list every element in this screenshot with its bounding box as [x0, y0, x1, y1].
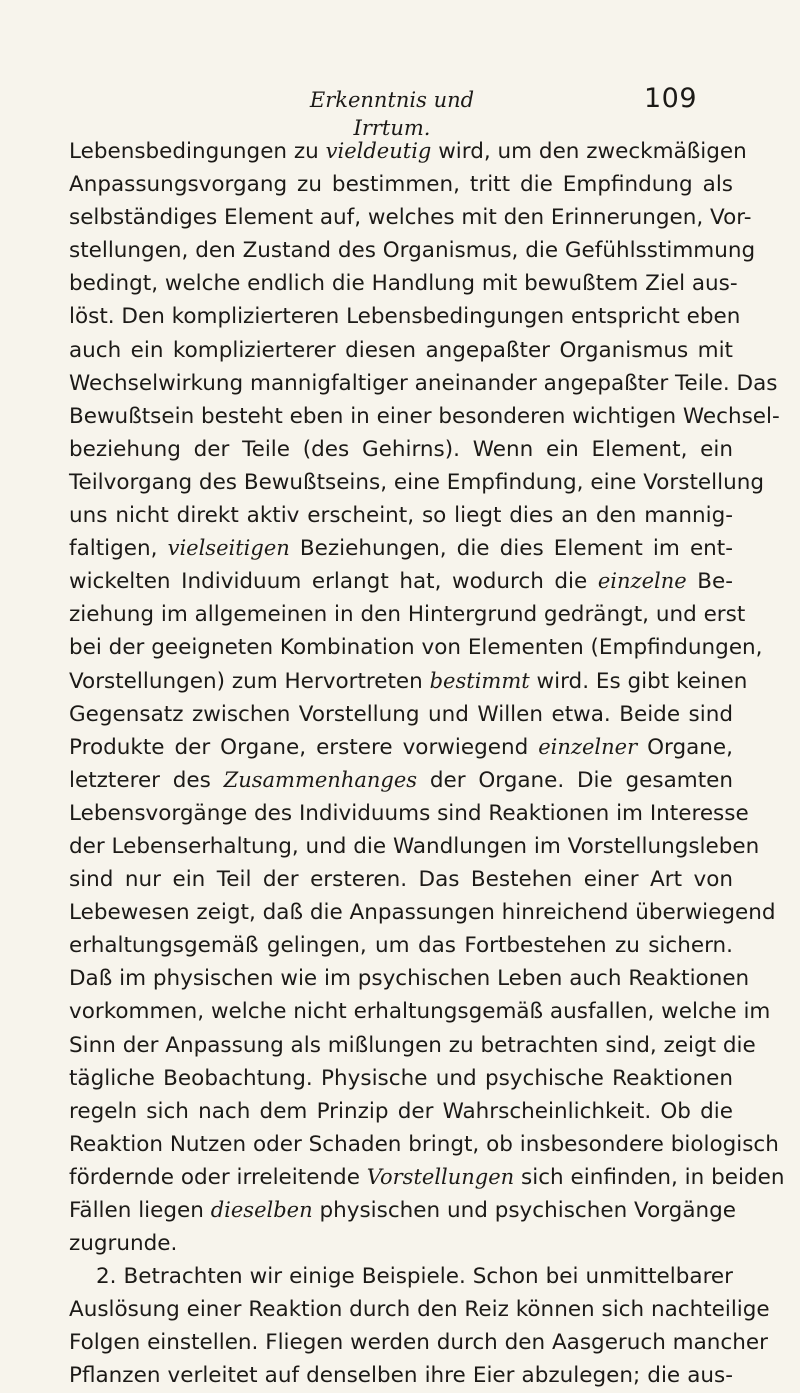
text-run: fördernde oder irreleitende: [69, 1164, 367, 1190]
text-run: selbständiges Element auf, welches mit den Erinnerungen, Vor-: [69, 205, 752, 231]
emphasized-word: dieselben: [210, 1198, 313, 1222]
text-run: Daß im physischen wie im psychischen Leben auch Reaktionen: [69, 966, 750, 992]
text-line: [69, 234, 756, 267]
text-line: [69, 1128, 779, 1161]
text-line: [69, 1293, 770, 1326]
text-line: [69, 1161, 785, 1194]
text-run: Sinn der Anpassung als mißlungen zu betrachten sind, zeigt die: [69, 1032, 756, 1058]
text-run: Gegensatz zwischen Vorstellung und Willen etwa. Beide sind: [69, 701, 733, 727]
text-line: [69, 499, 733, 532]
text-line: [69, 201, 752, 234]
emphasized-word: vieldeutig: [325, 139, 432, 163]
text-run: Teilvorgang des Bewußtseins, eine Empfindung, eine Vorstellung: [69, 469, 764, 495]
text-line: [69, 797, 749, 830]
text-line: [69, 1260, 733, 1293]
text-line: [69, 1095, 733, 1128]
text-run: Lebewesen zeigt, daß die Anpassungen hinreichend überwiegend: [69, 900, 776, 926]
text-run: faltigen,: [69, 536, 168, 562]
text-run: Fällen liegen: [69, 1198, 211, 1223]
text-line: [69, 1062, 733, 1095]
text-line: [69, 863, 733, 896]
text-line: [69, 565, 733, 598]
page-number: 109: [644, 83, 698, 114]
text-line: [69, 334, 733, 367]
running-title: Erkenntnis und Irrtum.: [309, 88, 475, 140]
text-run: der Organe. Die gesamten: [417, 767, 733, 793]
text-run: wickelten Individuum erlangt hat, wodurch die: [69, 569, 598, 595]
text-run: Lebensvorgänge des Individuums sind Reaktionen im Interesse: [69, 800, 749, 826]
text-line: [69, 896, 776, 929]
text-run: uns nicht direkt aktiv erscheint, so liegt dies an den mannig-: [69, 503, 733, 529]
text-run: regeln sich nach dem Prinzip der Wahrscheinlichkeit. Ob die: [69, 1098, 733, 1124]
text-run: zugrunde.: [69, 1231, 178, 1257]
text-run: Reaktion Nutzen oder Schaden bringt, ob insbesondere biologisch: [69, 1131, 779, 1157]
text-run: Pflanzen verleitet auf denselben ihre Eier abzulegen; die aus-: [69, 1363, 733, 1389]
emphasized-word: einzelne: [597, 569, 687, 594]
text-line: [69, 267, 738, 300]
text-line: [69, 995, 771, 1028]
text-run: ziehung im allgemeinen in den Hintergrund gedrängt, und erst: [69, 602, 746, 628]
text-line: [69, 367, 778, 400]
text-line: [69, 830, 760, 863]
text-line: [69, 731, 733, 764]
text-run: der Lebenserhaltung, und die Wandlungen im Vorstellungsleben: [69, 833, 760, 859]
text-line: [69, 1359, 733, 1392]
text-run: Beziehungen, die dies Element im ent-: [289, 536, 733, 562]
text-line: [69, 665, 748, 698]
running-head: [0, 83, 800, 140]
text-line: [69, 1227, 733, 1260]
text-run: auch ein komplizierterer diesen angepaßter Organismus mit: [69, 337, 733, 363]
text-run: bedingt, welche endlich die Handlung mit bewußtem Ziel aus-: [69, 271, 738, 297]
emphasized-word: vielseitigen: [167, 536, 290, 561]
text-run: Wechselwirkung mannigfaltiger aneinander angepaßter Teile. Das: [69, 370, 778, 396]
text-line: [69, 532, 733, 565]
text-line: [69, 300, 741, 333]
text-run: Anpassungsvorgang zu bestimmen, tritt die Empfindung als: [69, 172, 733, 198]
emphasized-word: bestimmt: [429, 668, 530, 693]
text-run: tägliche Beobachtung. Physische und psychische Reaktionen: [69, 1065, 733, 1091]
text-line: [69, 466, 764, 499]
text-line: [69, 631, 763, 664]
text-run: Produkte der Organe, erstere vorwiegend: [69, 734, 539, 760]
text-run: löst. Den komplizierteren Lebensbedingungen entspricht eben: [69, 304, 741, 330]
text-run: wird. Es gibt keinen: [529, 668, 748, 694]
text-run: wird, um den zweckmäßigen: [431, 139, 747, 164]
text-run: beziehung der Teile (des Gehirns). Wenn ein Element, ein: [69, 436, 733, 462]
text-line: [69, 1326, 768, 1359]
text-run: sich einfinden, in beiden: [514, 1164, 785, 1190]
text-line: [69, 433, 733, 466]
text-run: erhaltungsgemäß gelingen, um das Fortbestehen zu sichern.: [69, 933, 733, 959]
text-run: sind nur ein Teil der ersteren. Das Bestehen einer Art von: [69, 867, 733, 893]
emphasized-word: Vorstellungen: [366, 1164, 515, 1189]
text-line: [69, 1194, 737, 1227]
text-run: Organe,: [637, 734, 733, 760]
text-line: [69, 929, 733, 962]
text-run: stellungen, den Zustand des Organismus, die Gefühlsstimmung: [69, 238, 756, 264]
text-run: Bewußtsein besteht eben in einer besonderen wichtigen Wechsel-: [69, 403, 780, 429]
text-run: 2. Betrachten wir einige Beispiele. Schon bei unmittelbarer: [96, 1264, 733, 1290]
text-line: [69, 962, 750, 995]
text-line: [69, 598, 746, 631]
text-run: vorkommen, welche nicht erhaltungsgemäß ausfallen, welche im: [69, 999, 771, 1025]
text-line: [69, 135, 747, 168]
text-run: bei der geeigneten Kombination von Elementen (Empfindungen,: [69, 635, 763, 661]
emphasized-word: einzelner: [538, 734, 638, 759]
text-run: Vorstellungen) zum Hervortreten: [69, 668, 430, 694]
text-line: [69, 400, 780, 433]
text-run: Folgen einstellen. Fliegen werden durch den Aasgeruch mancher: [69, 1330, 768, 1356]
text-run: Auslösung einer Reaktion durch den Reiz können sich nachteilige: [69, 1297, 770, 1323]
text-run: Lebensbedingungen zu: [69, 139, 326, 164]
emphasized-word: Zusammenhanges: [223, 767, 418, 792]
text-run: Be-: [686, 569, 734, 595]
text-run: physischen und psychischen Vorgänge: [312, 1198, 737, 1223]
text-line: [69, 764, 733, 797]
body-text: [69, 135, 785, 1393]
text-run: letzterer des: [69, 767, 224, 793]
text-line: [69, 168, 733, 201]
text-line: [69, 1029, 756, 1062]
text-line: [69, 698, 733, 731]
